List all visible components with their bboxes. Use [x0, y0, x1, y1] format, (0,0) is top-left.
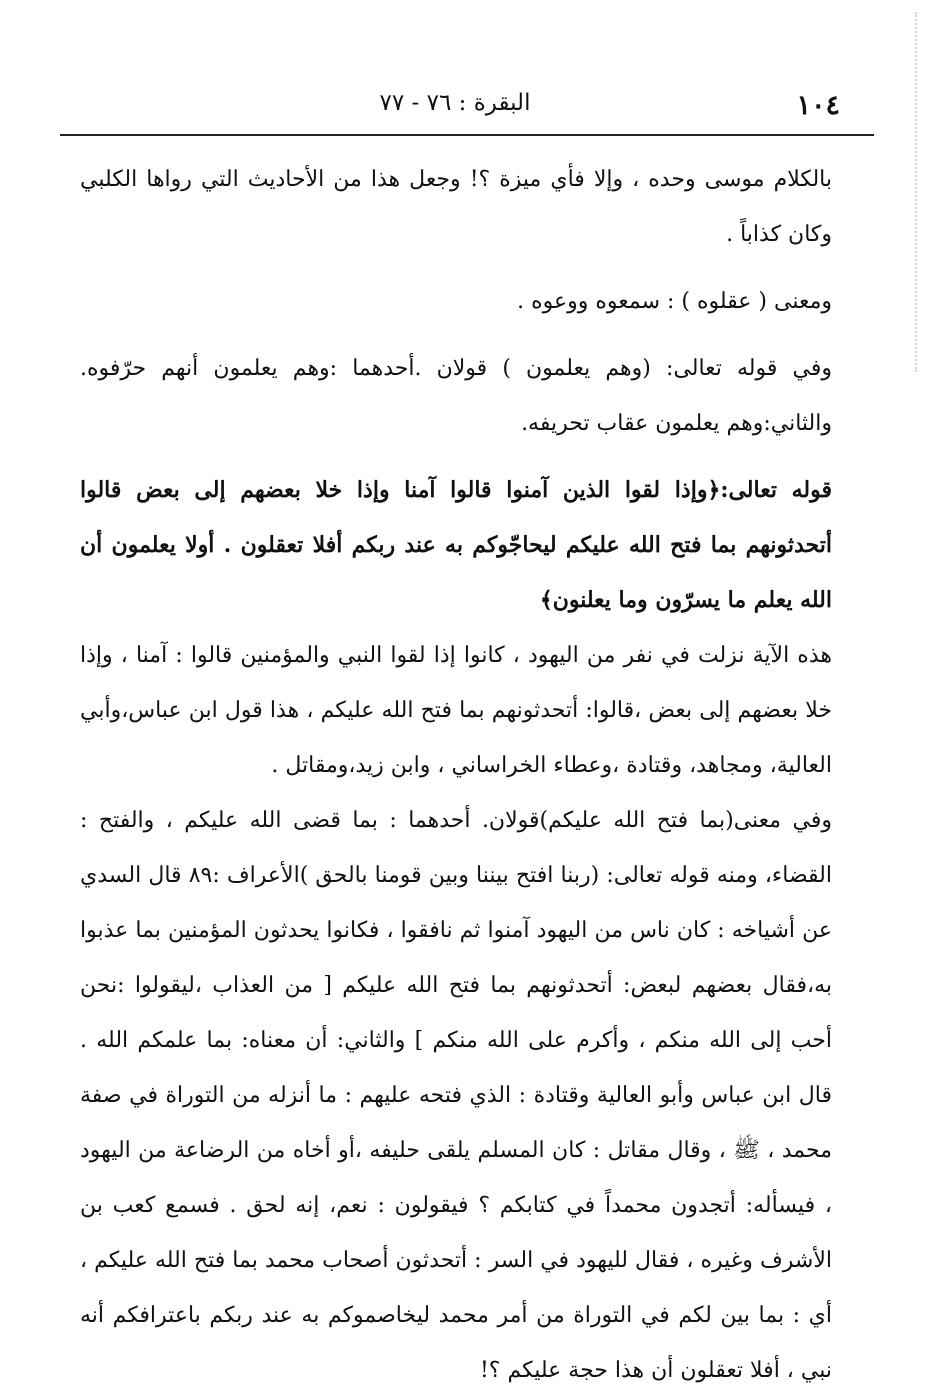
page-header [60, 70, 850, 128]
quranic-verse: ﴿وإذا لقوا الذين آمنوا قالوا آمنا وإذا خلا بعضهم إلى بعض قالوا أتحدثونهم بما فتح الله عليكم ليحاجّوكم به عند ربكم أفلا تعقلون . أولا يعلمون أن الله يعلم ما يسرّون وما يعلنون﴾ [80, 477, 832, 613]
verse-paragraph [80, 463, 832, 628]
paragraph-6: وفي معنى(بما فتح الله عليكم)قولان. أحدهما : بما قضى الله عليكم ، والفتح : القضاء، ومنه قوله تعالى: (ربنا افتح بيننا وبين قومنا بالحق )الأعراف :٨٩ قال السدي عن أشياخه : كان ناس من اليهود آمنوا ثم نافقوا ، فكانوا يحدثون المؤمنين بما عذبوا به،فقال بعضهم لبعض: أتحدثونهم بما فتح الله عليكم [ من العذاب ،ليقولوا :نحن أحب إلى الله منكم ، وأكرم على الله منكم ] والثاني: أن معناه: بما علمكم الله . قال ابن عباس وأبو العالية وقتادة : الذي فتحه عليهم : ما أنزله من التوراة في صفة محمد ، ﷺ ، وقال مقاتل : كان المسلم يلقى حليفه ،أو أخاه من الرضاعة من اليهود ، فيسأله: أتجدون محمداً في كتابكم ؟ فيقولون : نعم، إنه لحق . فسمع كعب بن الأشرف وغيره ، فقال لليهود في السر : أتحدثون أصحاب محمد بما فتح الله عليكم ، أي : بما بين لكم في التوراة من أمر محمد ليخاصموكم به عند ربكم باعترافكم أنه نبي ، أفلا تعقلون أن هذا حجة عليكم ؟! [80, 808, 832, 1383]
paragraph-3: وفي قوله تعالى: (وهم يعلمون ) قولان .أحدهما :وهم يعلمون أنهم حرّفوه. والثاني:وهم يعلمون عقاب تحريفه. [80, 356, 832, 436]
page-body [80, 152, 832, 1398]
margin-dotted-mark [907, 12, 917, 372]
verse-label: قوله تعالى: [720, 477, 832, 503]
header-rule [60, 134, 874, 136]
running-title: البقرة : ٧٦ - ٧٧ [379, 90, 531, 116]
paragraph-5: هذه الآية نزلت في نفر من اليهود ، كانوا إذا لقوا النبي والمؤمنين قالوا : آمنا ، وإذا خلا بعضهم إلى بعض ،قالوا: أتحدثونهم بما فتح الله عليكم ، هذا قول ابن عباس،وأبي العالية، ومجاهد، وقتادة ،وعطاء الخراساني ، وابن زيد،ومقاتل . [80, 643, 832, 778]
paragraph-2: ومعنى ( عقلوه ) : سمعوه ووعوه . [517, 289, 832, 314]
paragraph-1: بالكلام موسى وحده ، وإلا فأي ميزة ؟! وجعل هذا من الأحاديث التي رواها الكلبي وكان كذاباً . [80, 167, 832, 247]
page-number: ١٠٤ [796, 90, 840, 121]
book-page [60, 70, 850, 1383]
